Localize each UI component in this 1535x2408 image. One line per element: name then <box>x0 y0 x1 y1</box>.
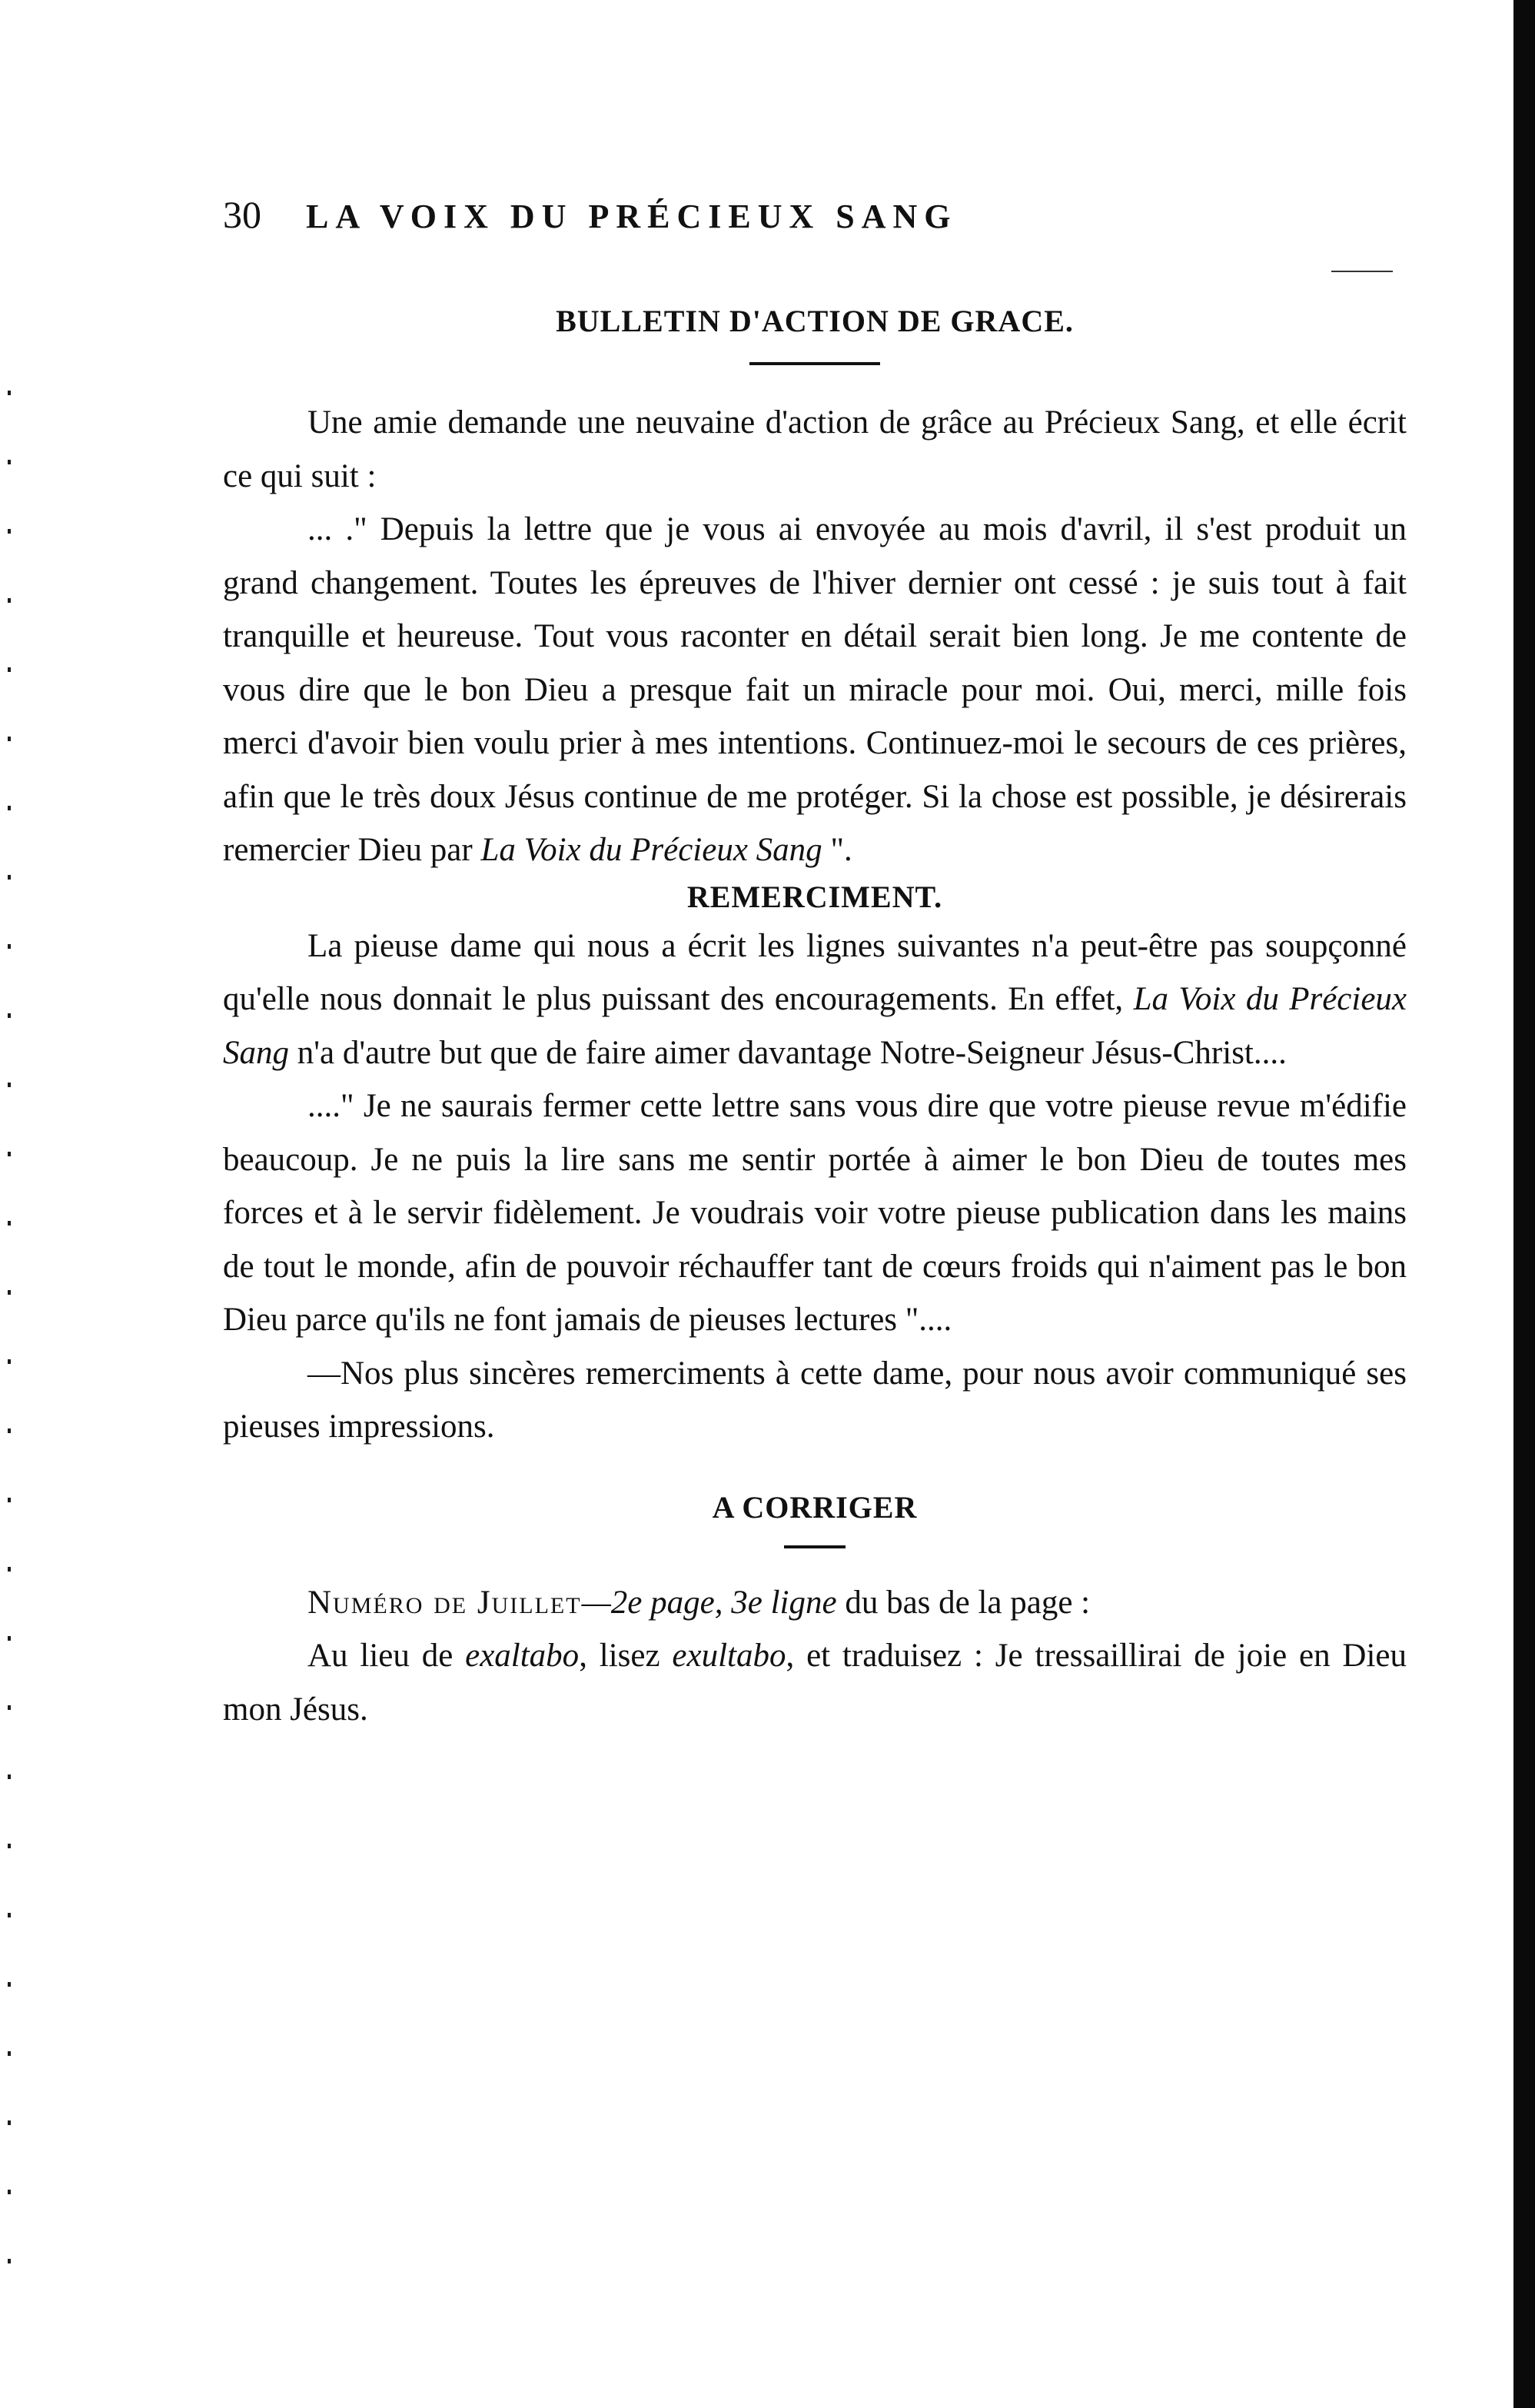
scan-margin-specks <box>0 361 23 2268</box>
journal-title-italic: La Voix du Précieux Sang <box>480 832 822 868</box>
letter-text: ... ." Depuis la lettre que je vous ai envoyée au mois d'avril, il s'est produit un grand changement. Toutes les épreuves de l'hiver dernier ont cessé : je suis tout à fait tranquille et heureuse. Tout vous raconter en détail serait bien long. Je me contente de vous dire que le bon Dieu a presque fait un miracle pour moi. Oui, merci, mille fois merci d'avoir bien voulu prier à mes intentions. Continuez-moi le secours de ces prières, afin que le très doux Jésus continue de me protéger. Si la chose est possible, je désirerais remercier Dieu par <box>223 511 1407 868</box>
issue-reference: Numéro de Juillet <box>307 1584 582 1621</box>
page-number: 30 <box>223 193 261 236</box>
head-rule <box>1331 271 1393 272</box>
text-run: , lisez <box>579 1638 673 1674</box>
location-reference: —2e page, 3e ligne <box>581 1584 837 1621</box>
text-run: Au lieu de <box>307 1638 466 1674</box>
wrong-word: exaltabo <box>465 1638 580 1674</box>
section-title-action-de-grace: BULLETIN D'ACTION DE GRACE. <box>556 304 1074 338</box>
letter-paragraph <box>223 503 1407 877</box>
right-word: exultabo <box>672 1638 786 1674</box>
journal-title: LA VOIX DU PRÉCIEUX SANG <box>306 198 958 235</box>
page-edge-shadow <box>1513 0 1535 2408</box>
paragraph: Une amie demande une neuvaine d'action de grâce au Précieux Sang, et elle écrit ce qui suit : <box>223 404 1407 494</box>
journal-title-italic: La Voix du Précieux Sang <box>223 981 1407 1071</box>
erratum-reference <box>223 1576 1407 1630</box>
document-page <box>223 192 1407 1736</box>
text-run: du bas de la page : <box>836 1584 1091 1621</box>
text-run: n'a d'autre but que de faire aimer davantage Notre-Seigneur Jésus-Christ.... <box>289 1034 1287 1071</box>
running-head <box>223 192 1407 254</box>
closing-quote: ". <box>822 832 852 868</box>
text-run: La pieuse dame qui nous a écrit les lignes suivantes n'a peut-être pas soupçonné qu'elle nous donnait le plus puissant des encouragements. En effet, <box>223 927 1407 1017</box>
quoted-paragraph: ...." Je ne saurais fermer cette lettre sans vous dire que votre pieuse revue m'édifie beaucoup. Je ne puis la lire sans me sentir portée à aimer le bon Dieu de toutes mes forces et à le servir fidèlement. Je voudrais voir votre pieuse publication dans les mains de tout le monde, afin de pouvoir réchauffer tant de cœurs froids qui n'aiment pas le bon Dieu parce qu'ils ne font jamais de pieuses lectures ".... <box>223 1088 1407 1338</box>
erratum-correction <box>223 1629 1407 1736</box>
text-run: , et traduisez : Je tressaillirai de joie en Dieu mon Jésus. <box>223 1638 1407 1728</box>
paragraph: —Nos plus sincères remerciments à cette dame, pour nous avoir communiqué ses pieuses impressions. <box>223 1355 1407 1445</box>
section-title-remerciment: REMERCIMENT. <box>686 879 943 914</box>
title-divider <box>784 1545 846 1548</box>
title-divider <box>749 362 880 365</box>
paragraph <box>223 920 1407 1080</box>
section-title-a-corriger: A CORRIGER <box>712 1489 918 1525</box>
